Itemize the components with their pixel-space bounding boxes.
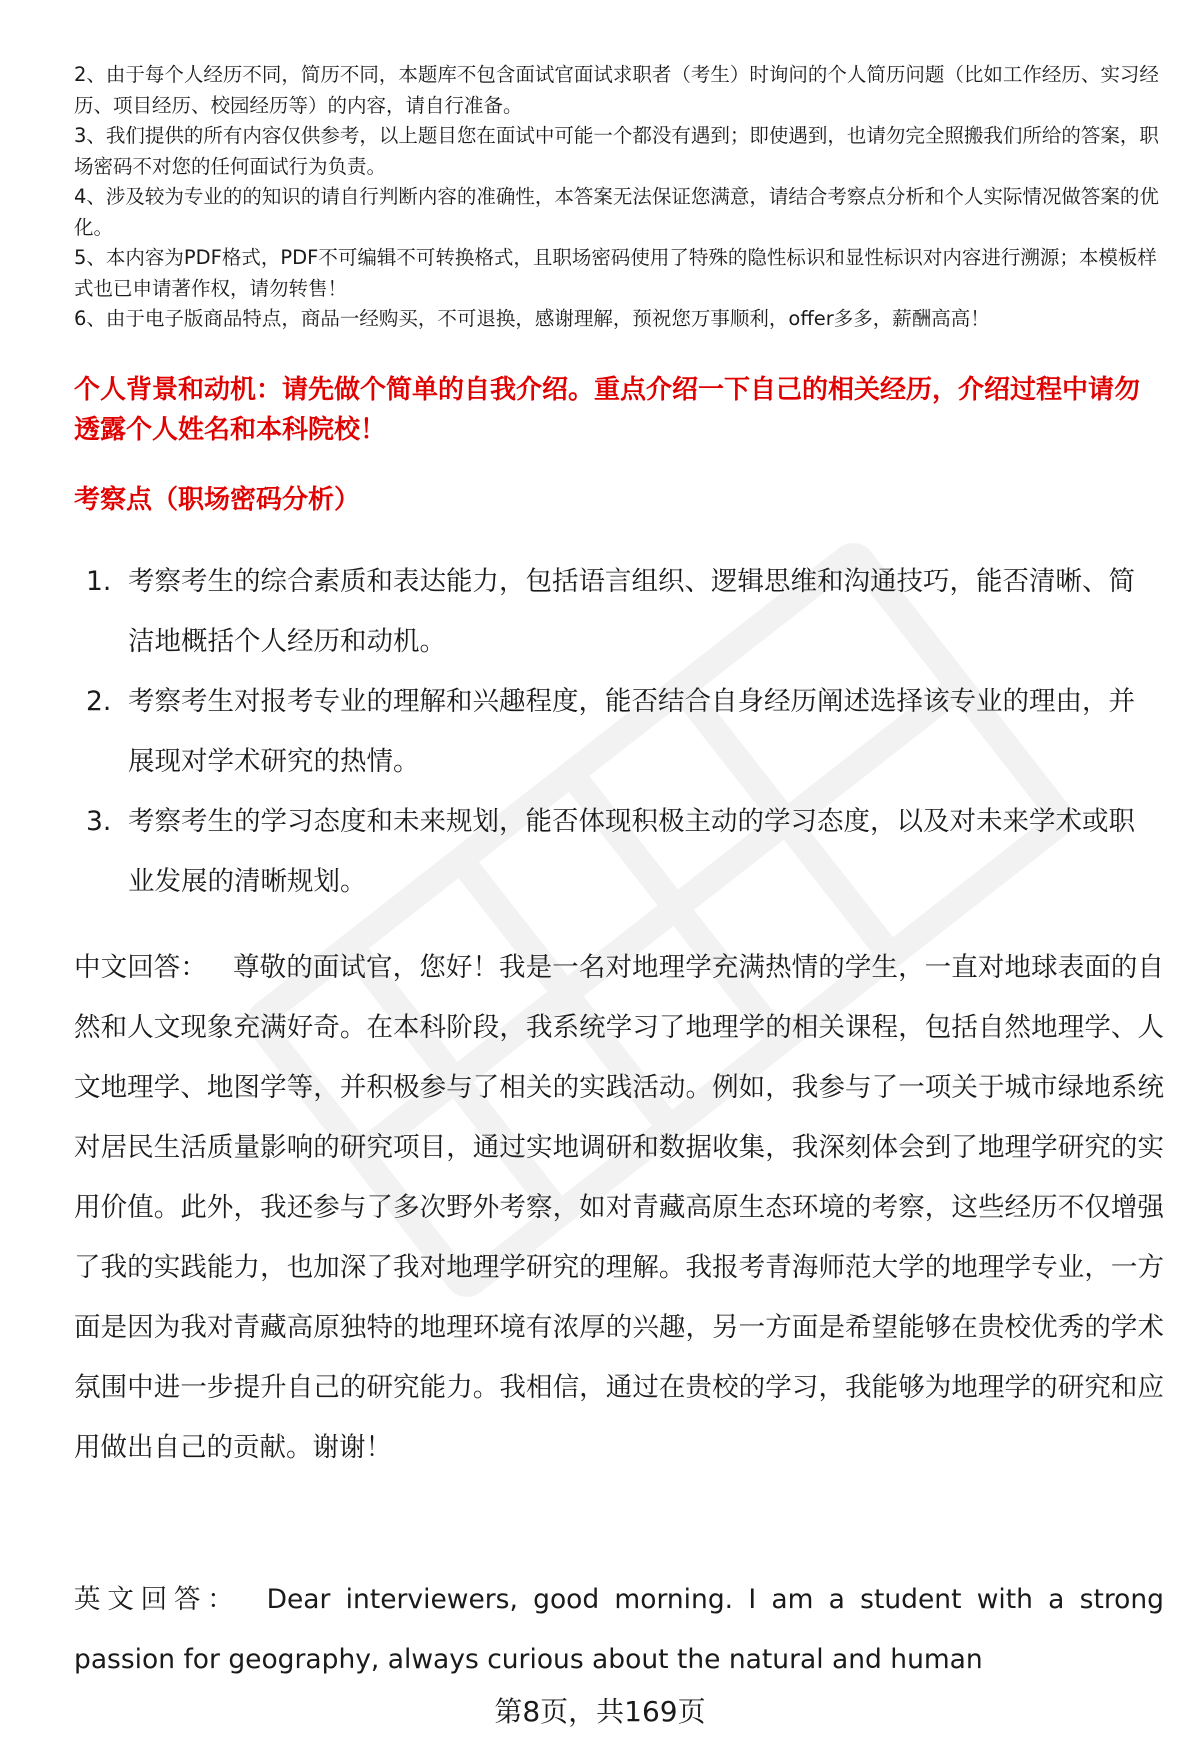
- chinese-answer-label: 中文回答：: [74, 952, 208, 983]
- key-point-number: 3.: [86, 806, 112, 837]
- key-point-text: 考察考生的学习态度和未来规划，能否体现积极主动的学习态度，以及对未来学术或职业发展的清晰规划。: [128, 806, 1135, 897]
- notice-item: 5、本内容为PDF格式，PDF不可编辑不可转换格式，且职场密码使用了特殊的隐性标识和显性标识对内容进行溯源；本模板样式也已申请著作权，请勿转售！: [74, 246, 1157, 300]
- key-point-number: 1.: [86, 566, 112, 597]
- notice-item: 3、我们提供的所有内容仅供参考，以上题目您在面试中可能一个都没有遇到；即使遇到，也请勿完全照搬我们所给的答案，职场密码不对您的任何面试行为负责。: [74, 124, 1159, 178]
- key-point-number: 2.: [86, 686, 112, 717]
- key-point-text: 考察考生对报考专业的理解和兴趣程度，能否结合自身经历阐述选择该专业的理由，并展现对学术研究的热情。: [128, 686, 1135, 777]
- question-title: 个人背景和动机：请先做个简单的自我介绍。重点介绍一下自己的相关经历，介绍过程中请勿透露个人姓名和本科院校！: [74, 375, 1141, 445]
- key-point-item: [86, 552, 1146, 672]
- key-point-item: [86, 672, 1146, 792]
- page-number: 第8页，共169页: [494, 1695, 706, 1728]
- chinese-answer-text: 尊敬的面试官，您好！我是一名对地理学充满热情的学生，一直对地球表面的自然和人文现象充满好奇。在本科阶段，我系统学习了地理学的相关课程，包括自然地理学、人文地理学、地图学等，并积极参与了相关的实践活动。例如，我参与了一项关于城市绿地系统对居民生活质量影响的研究项目，通过实地调研和数据收集，我深刻体会到了地理学研究的实用价值。此外，我还参与了多次野外考察，如对青藏高原生态环境的考察，这些经历不仅增强了我的实践能力，也加深了我对地理学研究的理解。我报考青海师范大学的地理学专业，一方面是因为我对青藏高原独特的地理环境有浓厚的兴趣，另一方面是希望能够在贵校优秀的学术氛围中进一步提升自己的研究能力。我相信，通过在贵校的学习，我能够为地理学的研究和应用做出自己的贡献。谢谢！: [74, 952, 1165, 1463]
- key-point-item: [86, 792, 1146, 912]
- key-point-text: 考察考生的综合素质和表达能力，包括语言组织、逻辑思维和沟通技巧，能否清晰、简洁地概括个人经历和动机。: [128, 566, 1135, 657]
- key-points-list: [86, 552, 1146, 912]
- english-answer: [74, 1570, 1164, 1690]
- chinese-answer: [74, 938, 1164, 1478]
- english-answer-label: 英文回答：: [74, 1584, 241, 1615]
- notice-item: 4、涉及较为专业的的知识的请自行判断内容的准确性，本答案无法保证您满意，请结合考察点分析和个人实际情况做答案的优化。: [74, 185, 1159, 239]
- notice-item: 2、由于每个人经历不同，简历不同，本题库不包含面试官面试求职者（考生）时询问的个人简历问题（比如工作经历、实习经历、项目经历、校园经历等）的内容，请自行准备。: [74, 63, 1159, 117]
- notice-item: 6、由于电子版商品特点，商品一经购买，不可退换，感谢理解，预祝您万事顺利，offer多多，薪酬高高！: [74, 307, 990, 330]
- key-points-title: 考察点（职场密码分析）: [74, 485, 361, 515]
- notice-list: [74, 60, 1164, 335]
- english-answer-text: Dear interviewers, good morning. I am a student with a strong passion for geography, always curious about the natural and human: [74, 1584, 1164, 1675]
